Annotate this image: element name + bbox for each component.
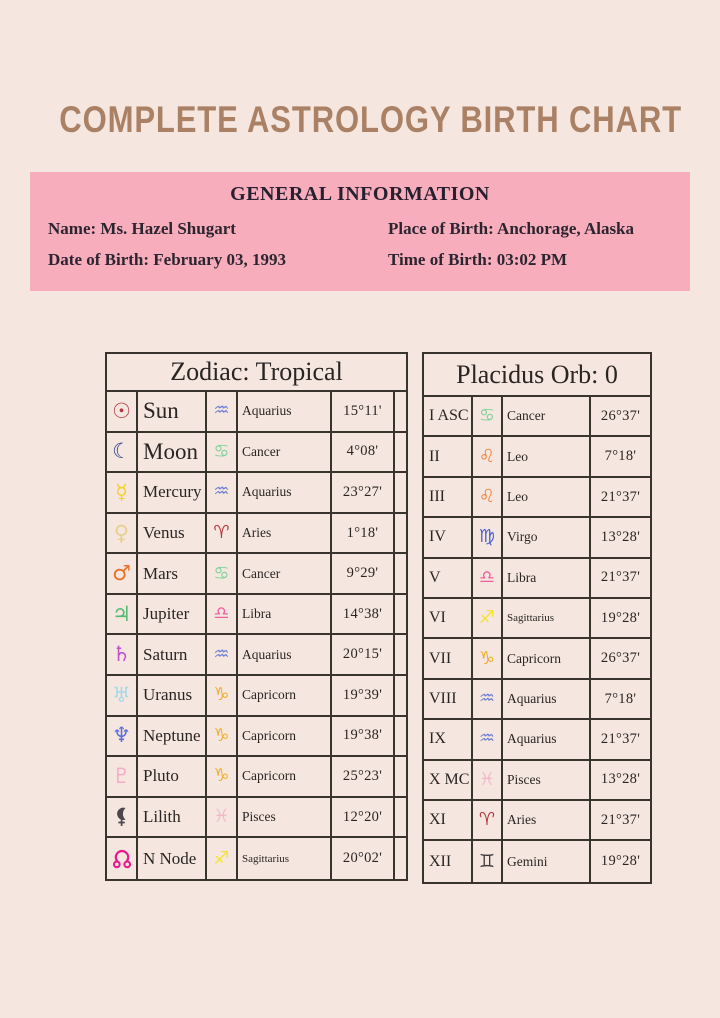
planet-icon-cell	[107, 595, 138, 636]
sign-icon-cell	[207, 798, 238, 839]
sign-icon-cell	[207, 473, 238, 514]
pluto-icon: ♇	[112, 763, 131, 788]
uranus-icon: ♅	[112, 682, 131, 707]
degrees-value: 19°28'	[600, 853, 641, 870]
degrees-value: 26°37'	[591, 639, 650, 679]
lilith-icon	[113, 807, 130, 827]
capricorn-icon: ♑	[478, 647, 496, 669]
sign-name: Aries	[238, 514, 332, 555]
degrees-value: 7°18'	[591, 680, 650, 720]
spacer-cell	[395, 798, 406, 839]
pisces-icon: ♓	[478, 768, 496, 790]
sign-icon-cell	[207, 757, 238, 798]
leo-icon: ♌	[478, 486, 496, 508]
sign-name: Capricorn	[503, 639, 591, 679]
sign-name: Gemini	[503, 841, 591, 881]
sign-icon-cell	[207, 433, 238, 474]
spacer-cell	[395, 514, 406, 555]
planet-icon-cell	[107, 635, 138, 676]
house-label: V	[424, 559, 473, 599]
degrees-value: 19°38'	[332, 717, 395, 758]
house-label: VI	[424, 599, 473, 639]
sign-icon-cell	[473, 599, 503, 639]
capricorn-icon: ♑	[213, 765, 230, 787]
libra-icon: ♎	[478, 566, 496, 588]
degrees-value: 21°37'	[591, 478, 650, 518]
spacer-cell	[395, 635, 406, 676]
sun-icon: ☉	[112, 398, 131, 423]
planet-icon-cell	[107, 757, 138, 798]
sign-name: Aquarius	[238, 473, 332, 514]
sign-icon-cell	[207, 392, 238, 433]
degrees-value: 23°27'	[332, 473, 395, 514]
planet-icon-cell	[107, 838, 138, 879]
sign-name: Aquarius	[238, 635, 332, 676]
planet-icon-cell	[107, 514, 138, 555]
sign-name: Cancer	[238, 554, 332, 595]
sign-icon-cell	[473, 801, 503, 841]
house-label: III	[424, 478, 473, 518]
sign-name: Capricorn	[238, 757, 332, 798]
degrees-value: 21°37'	[591, 801, 650, 841]
cancer-icon: ♋	[213, 562, 230, 584]
planet-name: Mercury	[138, 473, 207, 514]
house-label: II	[424, 437, 473, 477]
sign-name: Cancer	[503, 397, 591, 437]
house-label: X MC	[424, 761, 473, 801]
neptune-icon: ♆	[112, 723, 131, 748]
general-information-box	[30, 172, 690, 291]
sign-icon-cell	[207, 717, 238, 758]
sign-icon-cell	[207, 635, 238, 676]
mercury-icon: ☿	[115, 479, 128, 504]
spacer-cell	[395, 717, 406, 758]
sign-icon-cell	[473, 680, 503, 720]
degrees-value: 25°23'	[332, 757, 395, 798]
degrees-value: 19°39'	[332, 676, 395, 717]
aries-icon: ♈	[213, 522, 230, 544]
sign-name: Pisces	[503, 761, 591, 801]
sign-icon-cell	[473, 397, 503, 437]
house-label: XI	[424, 801, 473, 841]
planet-icon-cell	[107, 433, 138, 474]
sign-name: Aquarius	[238, 392, 332, 433]
sign-icon-cell	[207, 554, 238, 595]
sign-icon-cell	[473, 720, 503, 760]
cancer-icon: ♋	[478, 405, 496, 427]
planet-name: Mars	[138, 554, 207, 595]
degrees-value: 13°28'	[591, 518, 650, 558]
general-information-heading: GENERAL INFORMATION	[230, 183, 490, 205]
planet-icon-cell	[107, 473, 138, 514]
general-information-fields	[48, 219, 690, 270]
sign-name: Aquarius	[503, 720, 591, 760]
degrees-value: 21°37'	[591, 720, 650, 760]
spacer-cell	[395, 757, 406, 798]
sign-icon-cell	[473, 437, 503, 477]
planet-name: Jupiter	[138, 595, 207, 636]
spacer-cell	[395, 392, 406, 433]
sign-name: Sagittarius	[503, 599, 591, 639]
degrees-value: 21°37'	[591, 559, 650, 599]
house-label: VII	[424, 639, 473, 679]
leo-icon: ♌	[478, 445, 496, 467]
degrees-value: 1°18'	[332, 514, 395, 555]
moon-icon: ☾	[112, 439, 131, 464]
degrees-value: 19°28'	[591, 599, 650, 639]
pisces-icon: ♓	[213, 806, 230, 828]
spacer-cell	[395, 473, 406, 514]
sagittarius-icon: ♐	[478, 607, 496, 629]
sign-icon-cell	[473, 478, 503, 518]
sagittarius-icon: ♐	[213, 847, 230, 869]
planet-icon-cell	[107, 392, 138, 433]
planet-icon-cell	[107, 717, 138, 758]
aquarius-icon: ♒	[478, 728, 496, 750]
date-of-birth-field: Date of Birth: February 03, 1993	[48, 250, 286, 269]
degrees-value: 20°15'	[332, 635, 395, 676]
degrees-value: 26°37'	[591, 397, 650, 437]
aquarius-icon: ♒	[478, 688, 496, 710]
aquarius-icon: ♒	[213, 643, 230, 665]
time-of-birth-field: Time of Birth: 03:02 PM	[388, 250, 568, 269]
planet-name: Neptune	[138, 717, 207, 758]
house-label: IX	[424, 720, 473, 760]
house-label: VIII	[424, 680, 473, 720]
planet-name: N Node	[138, 838, 207, 879]
sign-name: Capricorn	[238, 717, 332, 758]
aries-icon: ♈	[478, 809, 496, 831]
spacer-cell	[395, 433, 406, 474]
sign-name: Leo	[503, 437, 591, 477]
capricorn-icon: ♑	[213, 724, 230, 746]
zodiac-table-header: Zodiac: Tropical	[107, 354, 406, 392]
page-title: COMPLETE ASTROLOGY BIRTH CHART	[59, 99, 682, 140]
sign-icon-cell	[473, 518, 503, 558]
sign-name: Leo	[503, 478, 591, 518]
sign-name: Libra	[238, 595, 332, 636]
house-label: IV	[424, 518, 473, 558]
virgo-icon: ♍	[478, 526, 496, 548]
venus-icon: ♀	[113, 520, 130, 545]
planet-icon-cell	[107, 554, 138, 595]
degrees-value: 4°08'	[332, 433, 395, 474]
zodiac-table	[105, 352, 408, 881]
name-field: Name: Ms. Hazel Shugart	[48, 219, 236, 238]
spacer-cell	[395, 676, 406, 717]
planet-name: Pluto	[138, 757, 207, 798]
degrees-value: 20°02'	[332, 838, 395, 879]
spacer-cell	[395, 595, 406, 636]
gemini-icon: ♊	[478, 850, 496, 872]
planet-name: Saturn	[138, 635, 207, 676]
degrees-value: 14°38'	[332, 595, 395, 636]
sign-icon-cell	[207, 838, 238, 879]
planet-name: Venus	[138, 514, 207, 555]
aquarius-icon: ♒	[213, 400, 230, 422]
libra-icon: ♎	[213, 603, 230, 625]
degrees-value: 9°29'	[332, 554, 395, 595]
sign-icon-cell	[207, 676, 238, 717]
sign-icon-cell	[207, 595, 238, 636]
houses-table	[422, 352, 652, 884]
planet-name: Uranus	[138, 676, 207, 717]
degrees-value: 13°28'	[591, 761, 650, 801]
sign-icon-cell	[207, 514, 238, 555]
planet-name: Lilith	[138, 798, 207, 839]
cancer-icon: ♋	[213, 440, 230, 462]
planet-icon-cell	[107, 798, 138, 839]
degrees-value: 12°20'	[332, 798, 395, 839]
sign-icon-cell	[473, 761, 503, 801]
spacer-cell	[395, 554, 406, 595]
sign-name: Capricorn	[238, 676, 332, 717]
house-label: XII	[424, 841, 473, 881]
sign-name: Aries	[503, 801, 591, 841]
n-node-icon	[112, 849, 132, 869]
degrees-value: 7°18'	[591, 437, 650, 477]
sign-name: Libra	[503, 559, 591, 599]
spacer-cell	[395, 838, 406, 879]
sign-name: Pisces	[238, 798, 332, 839]
mars-icon: ♂	[112, 561, 131, 586]
degrees-value: 15°11'	[332, 392, 395, 433]
jupiter-icon: ♃	[112, 601, 131, 626]
sign-name: Virgo	[503, 518, 591, 558]
sign-icon-cell	[473, 841, 503, 881]
sign-name: Sagittarius	[238, 838, 332, 879]
saturn-icon: ♄	[112, 642, 131, 667]
planet-name: Moon	[138, 433, 207, 474]
sign-name: Aquarius	[503, 680, 591, 720]
sign-icon-cell	[473, 639, 503, 679]
sign-name: Cancer	[238, 433, 332, 474]
house-label: I ASC	[424, 397, 473, 437]
planet-icon-cell	[107, 676, 138, 717]
place-of-birth-field: Place of Birth: Anchorage, Alaska	[388, 219, 635, 238]
planet-name: Sun	[138, 392, 207, 433]
sign-icon-cell	[473, 559, 503, 599]
aquarius-icon: ♒	[213, 481, 230, 503]
houses-table-header: Placidus Orb: 0	[424, 354, 650, 397]
capricorn-icon: ♑	[213, 684, 230, 706]
